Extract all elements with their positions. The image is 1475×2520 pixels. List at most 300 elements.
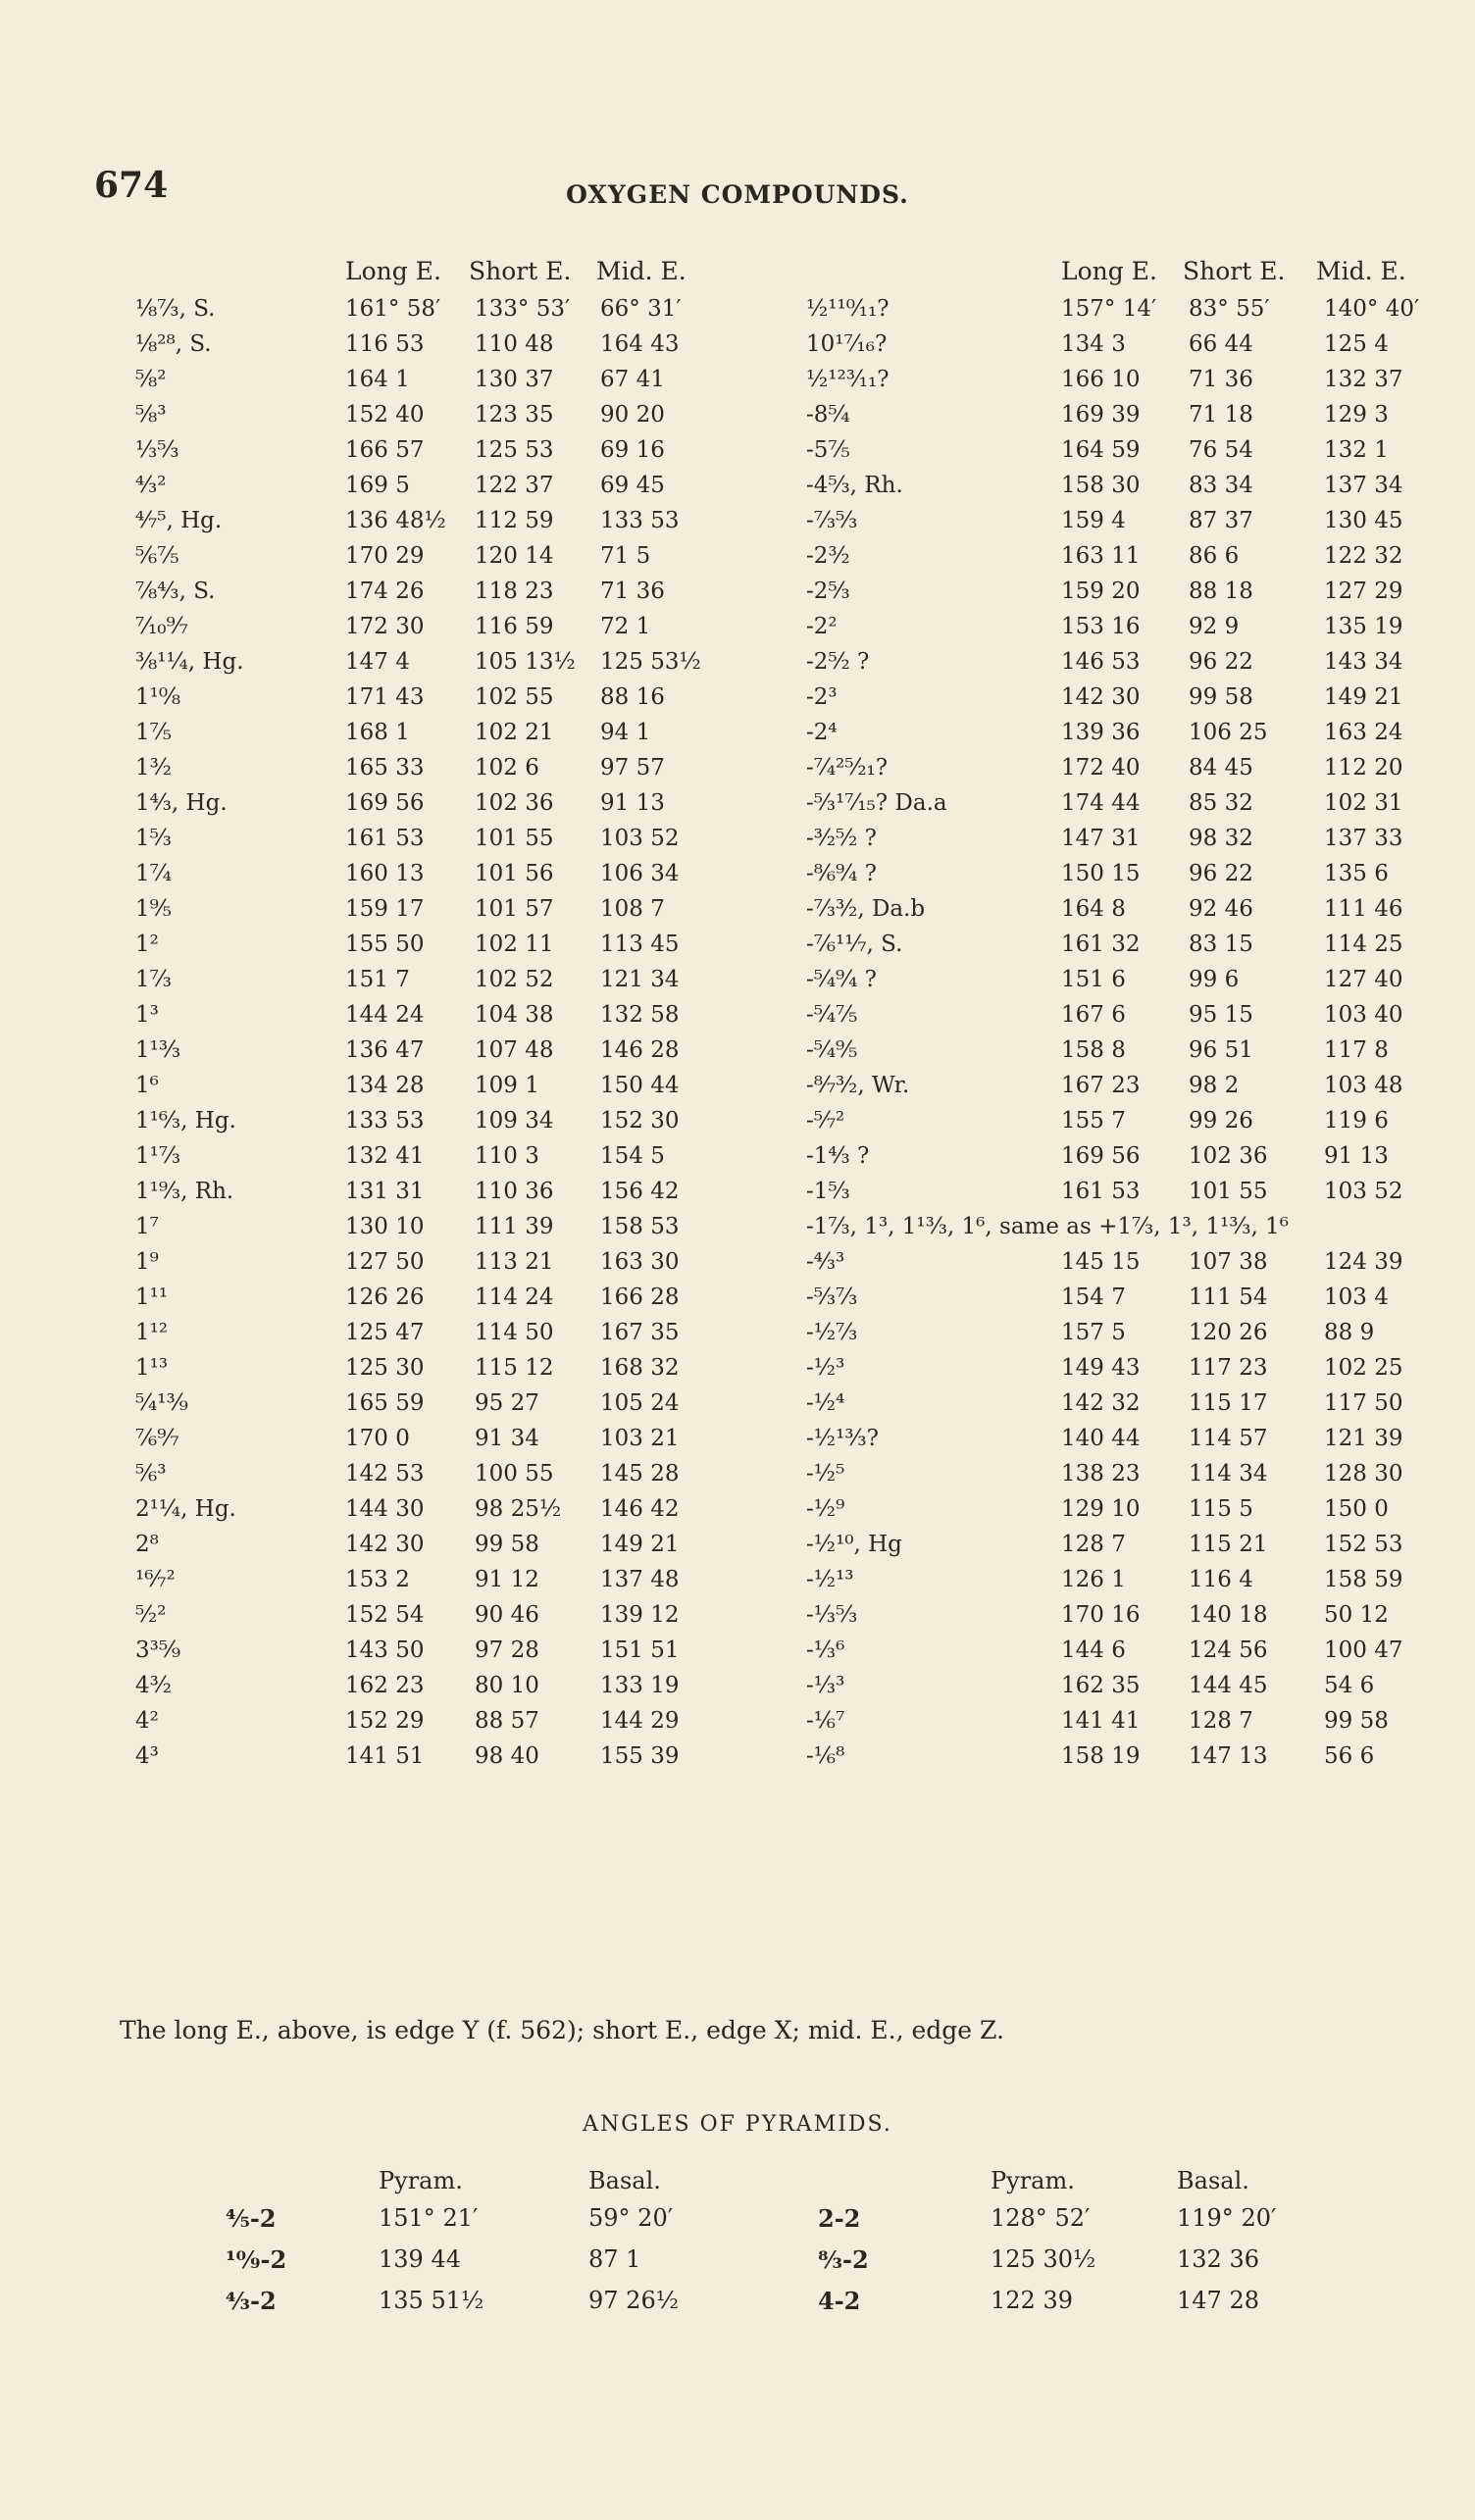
long-edge-angle: 174 44 xyxy=(1061,790,1141,816)
long-edge-angle: 145 15 xyxy=(1061,1249,1141,1275)
crystal-form: 1⁵⁄₃ xyxy=(135,826,172,851)
mid-edge-angle: 155 39 xyxy=(600,1743,680,1769)
crystal-form: ⅓⁵⁄₃ xyxy=(135,437,179,463)
short-edge-angle: 80 10 xyxy=(475,1673,539,1698)
crystal-form: 1² xyxy=(135,932,159,957)
mid-edge-angle: 156 42 xyxy=(600,1179,680,1204)
mid-edge-angle: 90 20 xyxy=(600,402,665,428)
short-edge-angle: 98 25½ xyxy=(475,1496,562,1522)
short-edge-angle: 99 26 xyxy=(1189,1108,1253,1134)
long-edge-angle: 167 23 xyxy=(1061,1073,1141,1098)
mid-edge-angle: 122 32 xyxy=(1324,543,1403,569)
short-edge-angle: 111 54 xyxy=(1189,1285,1268,1310)
mid-edge-angle: 150 44 xyxy=(600,1073,680,1098)
mid-edge-angle: 71 5 xyxy=(600,543,651,569)
mid-edge-angle: 151 51 xyxy=(600,1638,680,1663)
long-edge-angle: 172 30 xyxy=(345,614,425,639)
short-edge-angle: 86 6 xyxy=(1189,543,1240,569)
basal-angle: 87 1 xyxy=(588,2245,641,2273)
crystal-form: -½⁹ xyxy=(806,1496,845,1522)
pyramid-rows xyxy=(226,2204,1304,2328)
short-edge-angle: 107 38 xyxy=(1189,1249,1268,1275)
pyramidal-angle: 122 39 xyxy=(991,2287,1073,2314)
short-edge-angle: 99 6 xyxy=(1189,967,1240,992)
short-edge-angle: 71 36 xyxy=(1189,367,1253,392)
pyramid-form: 2-2 xyxy=(818,2204,861,2233)
crystal-form: -½⁵ xyxy=(806,1461,845,1487)
long-edge-angle: 144 30 xyxy=(345,1496,425,1522)
mid-edge-angle: 133 19 xyxy=(600,1673,680,1698)
crystal-form: -⁷⁄₃³⁄₂, Da.b xyxy=(806,896,926,922)
short-edge-angle: 102 55 xyxy=(475,684,554,710)
short-edge-angle: 102 21 xyxy=(475,720,554,745)
long-edge-angle: 157° 14′ xyxy=(1061,296,1157,322)
short-edge-angle: 117 23 xyxy=(1189,1355,1268,1381)
short-edge-angle: 114 57 xyxy=(1189,1426,1268,1451)
mid-edge-angle: 128 30 xyxy=(1324,1461,1403,1487)
long-edge-angle: 141 51 xyxy=(345,1743,425,1769)
crystal-form: -5⁷⁄₅ xyxy=(806,437,850,463)
pyramid-section-title: ANGLES OF PYRAMIDS. xyxy=(583,2112,892,2137)
mid-edge-angle: 67 41 xyxy=(600,367,665,392)
long-edge-angle: 158 19 xyxy=(1061,1743,1141,1769)
long-edge-angle: 128 7 xyxy=(1061,1532,1126,1557)
short-edge-angle: 122 37 xyxy=(475,473,554,498)
short-edge-angle: 90 46 xyxy=(475,1602,539,1628)
short-edge-angle: 84 45 xyxy=(1189,755,1253,781)
short-edge-angle: 110 3 xyxy=(475,1143,539,1169)
crystal-form: -⅙⁷ xyxy=(806,1708,845,1734)
short-edge-angle: 116 59 xyxy=(475,614,554,639)
short-edge-angle: 118 23 xyxy=(475,579,554,604)
long-edge-angle: 141 41 xyxy=(1061,1708,1141,1734)
short-edge-angle: 101 57 xyxy=(475,896,554,922)
mid-edge-angle: 91 13 xyxy=(600,790,665,816)
mid-edge-angle: 103 21 xyxy=(600,1426,680,1451)
short-edge-angle: 107 48 xyxy=(475,1037,554,1063)
table-row xyxy=(226,2245,1304,2287)
crystal-form: -4⁵⁄₃, Rh. xyxy=(806,473,903,498)
basal-angle: 147 28 xyxy=(1177,2287,1259,2314)
long-edge-angle: 161 53 xyxy=(1061,1179,1141,1204)
crystal-form: 1³ xyxy=(135,1002,159,1028)
short-edge-angle: 95 15 xyxy=(1189,1002,1253,1028)
mid-edge-angle: 127 29 xyxy=(1324,579,1403,604)
header-short-edge: Short E. xyxy=(1183,257,1286,285)
mid-edge-angle: 166 28 xyxy=(600,1285,680,1310)
crystal-form: 1¹³ xyxy=(135,1355,169,1381)
short-edge-angle: 140 18 xyxy=(1189,1602,1268,1628)
short-edge-angle: 114 24 xyxy=(475,1285,554,1310)
short-edge-angle: 144 45 xyxy=(1189,1673,1268,1698)
crystal-form: -⅓⁵⁄₃ xyxy=(806,1602,858,1628)
mid-edge-angle: 88 9 xyxy=(1324,1320,1375,1345)
mid-edge-angle: 137 48 xyxy=(600,1567,680,1592)
mid-edge-angle: 130 45 xyxy=(1324,508,1403,533)
crystal-form: -⁵⁄₃¹⁷⁄₁₅? Da.a xyxy=(806,790,947,816)
crystal-form: -2⁴ xyxy=(806,720,838,745)
short-edge-angle: 91 34 xyxy=(475,1426,539,1451)
short-edge-angle: 124 56 xyxy=(1189,1638,1268,1663)
crystal-form: -¹⁄₂⁷⁄₃ xyxy=(806,1320,858,1345)
long-edge-angle: 169 5 xyxy=(345,473,410,498)
mid-edge-angle: 163 30 xyxy=(600,1249,680,1275)
long-edge-angle: 136 47 xyxy=(345,1037,425,1063)
long-edge-angle: 149 43 xyxy=(1061,1355,1141,1381)
short-edge-angle: 92 46 xyxy=(1189,896,1253,922)
crystal-form: -⁴⁄₃³ xyxy=(806,1249,845,1275)
long-edge-angle: 164 59 xyxy=(1061,437,1141,463)
short-edge-angle: 76 54 xyxy=(1189,437,1253,463)
long-edge-angle: 172 40 xyxy=(1061,755,1141,781)
header-basal: Basal. xyxy=(588,2167,661,2194)
mid-edge-angle: 103 52 xyxy=(1324,1179,1403,1204)
pyramid-form: ⁴⁄₃-2 xyxy=(226,2287,277,2315)
long-edge-angle: 170 16 xyxy=(1061,1602,1141,1628)
long-edge-angle: 164 8 xyxy=(1061,896,1126,922)
long-edge-angle: 147 4 xyxy=(345,649,410,675)
long-edge-angle: 143 50 xyxy=(345,1638,425,1663)
short-edge-angle: 96 51 xyxy=(1189,1037,1253,1063)
crystal-form: 10¹⁷⁄₁₆? xyxy=(806,331,888,357)
crystal-form: -⁸⁄₆⁹⁄₄ ? xyxy=(806,861,877,886)
mid-edge-angle: 146 42 xyxy=(600,1496,680,1522)
short-edge-angle: 85 32 xyxy=(1189,790,1253,816)
short-edge-angle: 123 35 xyxy=(475,402,554,428)
long-edge-angle: 166 10 xyxy=(1061,367,1141,392)
short-edge-angle: 101 56 xyxy=(475,861,554,886)
long-edge-angle: 159 20 xyxy=(1061,579,1141,604)
mid-edge-angle: 132 37 xyxy=(1324,367,1403,392)
crystal-form: 1⁹ xyxy=(135,1249,159,1275)
mid-edge-angle: 152 30 xyxy=(600,1108,680,1134)
mid-edge-angle: 149 21 xyxy=(600,1532,680,1557)
short-edge-angle: 133° 53′ xyxy=(475,296,571,322)
mid-edge-angle: 121 34 xyxy=(600,967,680,992)
short-edge-angle: 115 21 xyxy=(1189,1532,1268,1557)
short-edge-angle: 100 55 xyxy=(475,1461,554,1487)
mid-edge-angle: 103 52 xyxy=(600,826,680,851)
pyramid-table-header xyxy=(226,2167,1304,2204)
crystal-form: 1⁴⁄₃, Hg. xyxy=(135,790,228,816)
short-edge-angle: 104 38 xyxy=(475,1002,554,1028)
crystal-form: ⁴⁄₃² xyxy=(135,473,167,498)
crystal-form: 1¹⁰⁄₈ xyxy=(135,684,181,710)
crystal-form: 1¹² xyxy=(135,1320,169,1345)
crystal-form: 4³ xyxy=(135,1743,159,1769)
short-edge-angle: 147 13 xyxy=(1189,1743,1268,1769)
crystal-form: ¹⁄₂¹²³⁄₁₁? xyxy=(806,367,890,392)
mid-edge-angle: 72 1 xyxy=(600,614,651,639)
long-edge-angle: 155 50 xyxy=(345,932,425,957)
long-edge-angle: 162 23 xyxy=(345,1673,425,1698)
table-row xyxy=(226,2287,1304,2328)
long-edge-angle: 166 57 xyxy=(345,437,425,463)
mid-edge-angle: 111 46 xyxy=(1324,896,1403,922)
crystal-form: 1⁷⁄₄ xyxy=(135,861,172,886)
mid-edge-angle: 150 0 xyxy=(1324,1496,1389,1522)
long-edge-angle: 154 7 xyxy=(1061,1285,1126,1310)
mid-edge-angle: 117 50 xyxy=(1324,1390,1403,1416)
mid-edge-angle: 54 6 xyxy=(1324,1673,1375,1698)
mid-edge-angle: 97 57 xyxy=(600,755,665,781)
pyramid-form: ⅘-2 xyxy=(226,2204,277,2233)
crystal-form: 4³⁄₂ xyxy=(135,1673,172,1698)
short-edge-angle: 102 36 xyxy=(1189,1143,1268,1169)
crystal-form: -⁷⁄₄²⁵⁄₂₁? xyxy=(806,755,889,781)
table-row xyxy=(226,2204,1304,2245)
header-long-edge: Long E. xyxy=(1061,257,1157,285)
crystal-form: 4² xyxy=(135,1708,159,1734)
mid-edge-angle: 135 19 xyxy=(1324,614,1403,639)
crystal-form: ⅚⁷⁄₅ xyxy=(135,543,179,569)
pyramidal-angle: 139 44 xyxy=(379,2245,461,2273)
basal-angle: 97 26½ xyxy=(588,2287,679,2314)
long-edge-angle: 155 7 xyxy=(1061,1108,1126,1134)
mid-edge-angle: 102 25 xyxy=(1324,1355,1403,1381)
long-edge-angle: 169 56 xyxy=(345,790,425,816)
long-edge-angle: 169 56 xyxy=(1061,1143,1141,1169)
crystal-form: 1¹³⁄₃ xyxy=(135,1037,181,1063)
crystal-form: -⁵⁄₄⁹⁄₄ ? xyxy=(806,967,877,992)
mid-edge-angle: 133 53 xyxy=(600,508,680,533)
long-edge-angle: 165 33 xyxy=(345,755,425,781)
crystal-form: ¹⁶⁄₇² xyxy=(135,1567,176,1592)
crystal-form: 1¹⁶⁄₃, Hg. xyxy=(135,1108,236,1134)
crystal-form: -2³ xyxy=(806,684,838,710)
short-edge-angle: 99 58 xyxy=(475,1532,539,1557)
table-footnote: The long E., above, is edge Y (f. 562); short E., edge X; mid. E., edge Z. xyxy=(120,2016,1004,2044)
short-edge-angle: 83 15 xyxy=(1189,932,1253,957)
long-edge-angle: 161° 58′ xyxy=(345,296,441,322)
long-edge-angle: 164 1 xyxy=(345,367,410,392)
crystal-form: -2² xyxy=(806,614,838,639)
short-edge-angle: 120 14 xyxy=(475,543,554,569)
long-edge-angle: 163 11 xyxy=(1061,543,1141,569)
short-edge-angle: 102 36 xyxy=(475,790,554,816)
crystal-form: ⁴⁄₇⁵, Hg. xyxy=(135,508,223,533)
long-edge-angle: 134 28 xyxy=(345,1073,425,1098)
short-edge-angle: 105 13½ xyxy=(475,649,576,675)
long-edge-angle: 171 43 xyxy=(345,684,425,710)
crystal-form: 1⁹⁄₅ xyxy=(135,896,172,922)
long-edge-angle: 150 15 xyxy=(1061,861,1141,886)
crystal-form: -½¹³ xyxy=(806,1567,854,1592)
crystal-form: 2¹¹⁄₄, Hg. xyxy=(135,1496,236,1522)
header-basal: Basal. xyxy=(1177,2167,1249,2194)
short-edge-angle: 96 22 xyxy=(1189,649,1253,675)
basal-angle: 59° 20′ xyxy=(588,2204,674,2232)
header-pyram: Pyram. xyxy=(379,2167,463,2194)
crystal-form: -⁵⁄₄⁷⁄₅ xyxy=(806,1002,858,1028)
pyramidal-angle: 135 51½ xyxy=(379,2287,484,2314)
long-edge-angle: 152 54 xyxy=(345,1602,425,1628)
page-header xyxy=(94,165,1381,214)
long-edge-angle: 170 29 xyxy=(345,543,425,569)
mid-edge-angle: 102 31 xyxy=(1324,790,1403,816)
mid-edge-angle: 137 33 xyxy=(1324,826,1403,851)
short-edge-angle: 95 27 xyxy=(475,1390,539,1416)
basal-angle: 119° 20′ xyxy=(1177,2204,1277,2232)
pyramid-table xyxy=(226,2167,1304,2328)
short-edge-angle: 120 26 xyxy=(1189,1320,1268,1345)
long-edge-angle: 134 3 xyxy=(1061,331,1126,357)
crystal-form: 1¹⁹⁄₃, Rh. xyxy=(135,1179,234,1204)
long-edge-angle: 139 36 xyxy=(1061,720,1141,745)
long-edge-angle: 159 17 xyxy=(345,896,425,922)
short-edge-angle: 102 6 xyxy=(475,755,539,781)
long-edge-angle: 170 0 xyxy=(345,1426,410,1451)
mid-edge-angle: 69 45 xyxy=(600,473,665,498)
crystal-form: -⁷⁄₆¹¹⁄₇, S. xyxy=(806,932,903,957)
running-title: OXYGEN COMPOUNDS. xyxy=(566,180,909,209)
pyramid-form: ⁸⁄₃-2 xyxy=(818,2245,869,2274)
long-edge-angle: 125 30 xyxy=(345,1355,425,1381)
long-edge-angle: 126 1 xyxy=(1061,1567,1126,1592)
crystal-form: ⁷⁄₁₀⁹⁄₇ xyxy=(135,614,188,639)
mid-edge-angle: 91 13 xyxy=(1324,1143,1389,1169)
short-edge-angle: 115 12 xyxy=(475,1355,554,1381)
mid-edge-angle: 50 12 xyxy=(1324,1602,1389,1628)
mid-edge-angle: 108 7 xyxy=(600,896,665,922)
long-edge-angle: 136 48½ xyxy=(345,508,446,533)
mid-edge-angle: 143 34 xyxy=(1324,649,1403,675)
long-edge-angle: 129 10 xyxy=(1061,1496,1141,1522)
mid-edge-angle: 140° 40′ xyxy=(1324,296,1420,322)
short-edge-angle: 113 21 xyxy=(475,1249,554,1275)
short-edge-angle: 125 53 xyxy=(475,437,554,463)
mid-edge-angle: 71 36 xyxy=(600,579,665,604)
short-edge-angle: 114 50 xyxy=(475,1320,554,1345)
short-edge-angle: 88 57 xyxy=(475,1708,539,1734)
mid-edge-angle: 103 40 xyxy=(1324,1002,1403,1028)
crystal-form: -2⁵⁄₂ ? xyxy=(806,649,870,675)
long-edge-angle: 132 41 xyxy=(345,1143,425,1169)
mid-edge-angle: 125 53½ xyxy=(600,649,701,675)
crystal-form: ⅛²⁸, S. xyxy=(135,331,212,357)
mid-edge-angle: 106 34 xyxy=(600,861,680,886)
long-edge-angle: 133 53 xyxy=(345,1108,425,1134)
crystal-form: -⅙⁸ xyxy=(806,1743,845,1769)
crystal-form: 1³⁄₂ xyxy=(135,755,172,781)
mid-edge-angle: 114 25 xyxy=(1324,932,1403,957)
short-edge-angle: 71 18 xyxy=(1189,402,1253,428)
long-edge-angle: 142 53 xyxy=(345,1461,425,1487)
mid-edge-angle: 94 1 xyxy=(600,720,651,745)
long-edge-angle: 162 35 xyxy=(1061,1673,1141,1698)
long-edge-angle: 153 16 xyxy=(1061,614,1141,639)
crystal-form: 2⁸ xyxy=(135,1532,159,1557)
short-edge-angle: 66 44 xyxy=(1189,331,1253,357)
mid-edge-angle: 149 21 xyxy=(1324,684,1403,710)
long-edge-angle: 159 4 xyxy=(1061,508,1126,533)
short-edge-angle: 98 40 xyxy=(475,1743,539,1769)
basal-angle: 132 36 xyxy=(1177,2245,1259,2273)
mid-edge-angle: 125 4 xyxy=(1324,331,1389,357)
long-edge-angle: 161 32 xyxy=(1061,932,1141,957)
mid-edge-angle: 103 48 xyxy=(1324,1073,1403,1098)
crystal-form: -⁵⁄₃⁷⁄₃ xyxy=(806,1285,858,1310)
long-edge-angle: 142 30 xyxy=(1061,684,1141,710)
long-edge-angle: 160 13 xyxy=(345,861,425,886)
header-mid-edge: Mid. E. xyxy=(1316,257,1406,285)
pyramid-form: 4-2 xyxy=(818,2287,861,2315)
crystal-form: -³⁄₂⁵⁄₂ ? xyxy=(806,826,877,851)
mid-edge-angle: 135 6 xyxy=(1324,861,1389,886)
short-edge-angle: 99 58 xyxy=(1189,684,1253,710)
short-edge-angle: 102 11 xyxy=(475,932,554,957)
short-edge-angle: 91 12 xyxy=(475,1567,539,1592)
crystal-form: -1⁴⁄₃ ? xyxy=(806,1143,870,1169)
long-edge-angle: 130 10 xyxy=(345,1214,425,1239)
short-edge-angle: 110 48 xyxy=(475,331,554,357)
crystal-form: 1¹¹ xyxy=(135,1285,169,1310)
long-edge-angle: 144 6 xyxy=(1061,1638,1126,1663)
mid-edge-angle: 145 28 xyxy=(600,1461,680,1487)
crystal-form: -½⁴ xyxy=(806,1390,845,1416)
mid-edge-angle: 137 34 xyxy=(1324,473,1403,498)
crystal-form: -⅓⁶ xyxy=(806,1638,845,1663)
crystal-form: ⅛⁷⁄₃, S. xyxy=(135,296,216,322)
pyramidal-angle: 125 30½ xyxy=(991,2245,1096,2273)
mid-edge-angle: 117 8 xyxy=(1324,1037,1389,1063)
long-edge-angle: 146 53 xyxy=(1061,649,1141,675)
short-edge-angle: 114 34 xyxy=(1189,1461,1268,1487)
long-edge-angle: 151 6 xyxy=(1061,967,1126,992)
long-edge-angle: 167 6 xyxy=(1061,1002,1126,1028)
long-edge-angle: 169 39 xyxy=(1061,402,1141,428)
short-edge-angle: 128 7 xyxy=(1189,1708,1253,1734)
pyramidal-angle: 151° 21′ xyxy=(379,2204,479,2232)
long-edge-angle: 158 30 xyxy=(1061,473,1141,498)
short-edge-angle: 130 37 xyxy=(475,367,554,392)
short-edge-angle: 115 5 xyxy=(1189,1496,1253,1522)
crystal-form: -⁷⁄₃⁵⁄₃ xyxy=(806,508,858,533)
mid-edge-angle: 66° 31′ xyxy=(600,296,682,322)
crystal-form: ⅝² xyxy=(135,367,167,392)
long-edge-angle: 140 44 xyxy=(1061,1426,1141,1451)
crystal-form: ⅚³ xyxy=(135,1461,167,1487)
mid-edge-angle: 112 20 xyxy=(1324,755,1403,781)
short-edge-angle: 101 55 xyxy=(475,826,554,851)
crystal-form: 1⁶ xyxy=(135,1073,159,1098)
short-edge-angle: 98 2 xyxy=(1189,1073,1240,1098)
short-edge-angle: 88 18 xyxy=(1189,579,1253,604)
long-edge-angle: 168 1 xyxy=(345,720,410,745)
crystal-form: 1⁷ xyxy=(135,1214,159,1239)
crystal-form: -2³⁄₂ xyxy=(806,543,850,569)
mid-edge-angle: 99 58 xyxy=(1324,1708,1389,1734)
short-edge-angle: 83 34 xyxy=(1189,473,1253,498)
short-edge-angle: 116 4 xyxy=(1189,1567,1253,1592)
mid-edge-angle: 88 16 xyxy=(600,684,665,710)
crystal-form: -½¹³⁄₃? xyxy=(806,1426,879,1451)
short-edge-angle: 109 1 xyxy=(475,1073,539,1098)
crystal-form: -½¹⁰, Hg xyxy=(806,1532,902,1557)
short-edge-angle: 102 52 xyxy=(475,967,554,992)
long-edge-angle: 142 32 xyxy=(1061,1390,1141,1416)
short-edge-angle: 115 17 xyxy=(1189,1390,1268,1416)
short-edge-angle: 106 25 xyxy=(1189,720,1268,745)
crystal-form: -⅓³ xyxy=(806,1673,845,1698)
mid-edge-angle: 167 35 xyxy=(600,1320,680,1345)
long-edge-angle: 151 7 xyxy=(345,967,410,992)
pyramid-form: ¹⁰⁄₉-2 xyxy=(226,2245,287,2274)
mid-edge-angle: 121 39 xyxy=(1324,1426,1403,1451)
long-edge-angle: 138 23 xyxy=(1061,1461,1141,1487)
mid-edge-angle: 56 6 xyxy=(1324,1743,1375,1769)
short-edge-angle: 87 37 xyxy=(1189,508,1253,533)
